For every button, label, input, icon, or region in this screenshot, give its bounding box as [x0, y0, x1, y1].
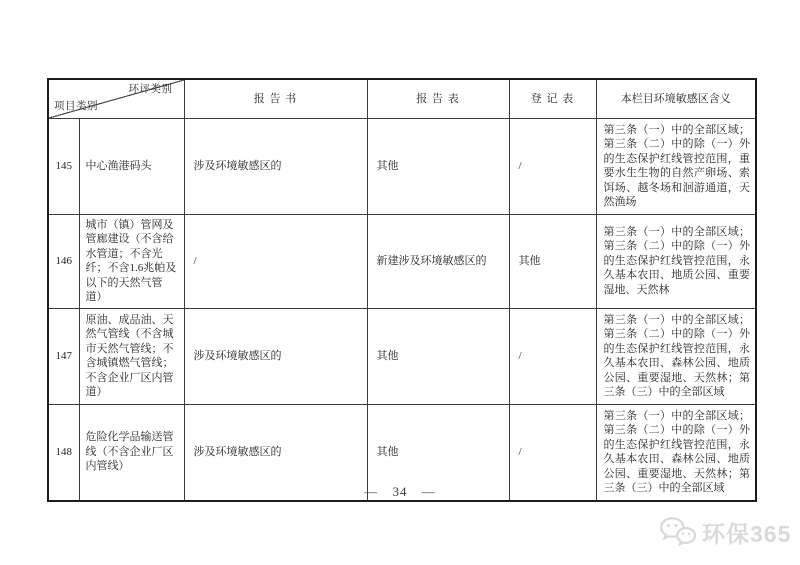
header-sensitive-area-meaning: 本栏目环境敏感区含义: [596, 79, 756, 118]
row-number: 147: [48, 308, 79, 404]
header-registration-form: 登 记 表: [509, 79, 596, 118]
report-book-cell: /: [184, 214, 367, 308]
registration-form-cell: /: [509, 308, 596, 404]
table-header-row: [48, 79, 756, 118]
report-form-cell: 其他: [367, 404, 509, 501]
page-number: — 34 —: [364, 484, 436, 499]
sensitive-area-meaning-cell: 第三条（一）中的全部区域；第三条（二）中的除（一）外的生态保护红线管控范围，永久基本农田、森林公园、地质公园、重要湿地、天然林；第三条（三）中的全部区域: [596, 404, 756, 501]
report-book-cell: 涉及环境敏感区的: [184, 308, 367, 404]
header-eia-category: 环评类别: [128, 84, 173, 95]
row-number: 146: [48, 214, 79, 308]
report-form-cell: 其他: [367, 308, 509, 404]
report-form-cell: 新建涉及环境敏感区的: [367, 214, 509, 308]
report-form-cell: 其他: [367, 118, 509, 214]
registration-form-cell: /: [509, 118, 596, 214]
sensitive-area-meaning-cell: 第三条（一）中的全部区域；第三条（二）中的除（一）外的生态保护红线管控范围，重要水生生物的自然产卵场、索饵场、越冬场和洄游通道，天然渔场: [596, 118, 756, 214]
project-name: 原油、成品油、天然气管线（不含城市天然气管线；不含城镇燃气管线；不含企业厂区内管道）: [79, 308, 184, 404]
sensitive-area-meaning-cell: 第三条（一）中的全部区域；第三条（二）中的除（一）外的生态保护红线管控范围，永久基本农田、地质公园、重要湿地、天然林: [596, 214, 756, 308]
wechat-icon: [658, 515, 698, 549]
project-name: 危险化学品输送管线（不含企业厂区内管线）: [79, 404, 184, 501]
classification-table: [47, 78, 757, 502]
project-name: 中心渔港码头: [79, 118, 184, 214]
header-report-form: 报 告 表: [367, 79, 509, 118]
registration-form-cell: 其他: [509, 214, 596, 308]
table-row: [48, 118, 756, 214]
watermark-text: 环保365: [702, 520, 792, 547]
table-row: [48, 308, 756, 404]
table-row: [48, 214, 756, 308]
registration-form-cell: /: [509, 404, 596, 501]
project-name: 城市（镇）管网及管廊建设（不含给水管道；不含光纤；不含1.6兆帕及以下的天然气管道）: [79, 214, 184, 308]
row-number: 145: [48, 118, 79, 214]
report-book-cell: 涉及环境敏感区的: [184, 118, 367, 214]
diagonal-header-cell: [48, 79, 184, 118]
report-book-cell: 涉及环境敏感区的: [184, 404, 367, 501]
page-watermark: [658, 514, 791, 550]
row-number: 148: [48, 404, 79, 501]
header-report-book: 报 告 书: [184, 79, 367, 118]
sensitive-area-meaning-cell: 第三条（一）中的全部区域；第三条（二）中的除（一）外的生态保护红线管控范围，永久基本农田、森林公园、地质公园、重要湿地、天然林；第三条（三）中的全部区域: [596, 308, 756, 404]
header-project-category: 项目类别: [54, 101, 98, 112]
